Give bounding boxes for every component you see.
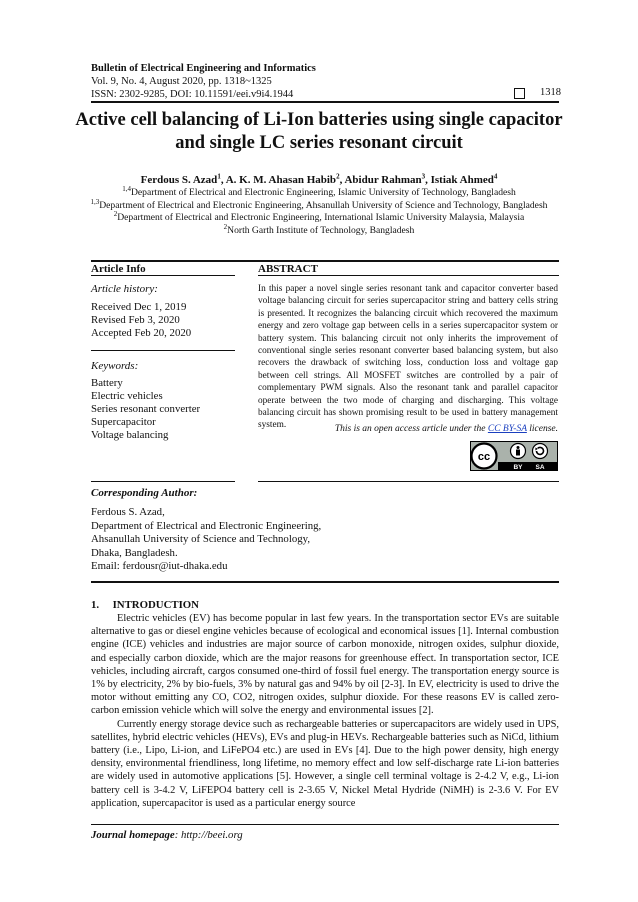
- license-note: This is an open access article under the CC BY-SA license.: [334, 424, 558, 434]
- keyword: Supercapacitor: [91, 416, 156, 428]
- journal-name: Bulletin of Electrical Engineering and Informatics: [91, 63, 316, 74]
- author: Istiak Ahmed$^4$: [430, 172, 498, 186]
- corresponding-univ: Ahsanullah University of Science and Technology,: [91, 533, 311, 545]
- keyword: Voltage balancing: [91, 429, 169, 441]
- article-history-label: Article history:: [91, 283, 158, 295]
- keyword: Series resonant converter: [91, 403, 201, 415]
- corresponding-rule-left: [91, 481, 235, 482]
- abstract-underline: [258, 275, 559, 276]
- author: A. K. M. Ahasan Habib$^2$,: [225, 172, 345, 186]
- corresponding-name: Ferdous S. Azad,: [91, 506, 165, 518]
- affiliation: $^{1,4}$Department of Electrical and Electronic Engineering, Islamic University of Technology, Bangladesh: [122, 184, 516, 198]
- footer-rule: [91, 824, 559, 825]
- affiliation-list: [40, 184, 598, 237]
- introduction-heading: 1. INTRODUCTION: [91, 599, 199, 611]
- corresponding-city: Dhaka, Bangladesh.: [91, 546, 178, 559]
- intro-paragraph-2: Currently energy storage device such as rechargeable batteries or supercapacitors are widely used in UPS, satellites, hybrid electric vehicles (HEVs), EVs and plug-in HEVs. Rechargeable batteries such as NiCd, lithium battery (i.e., Lipo, Li-ion, and LiFePO4 etc.) are used in EVs [4]. Due to the high power density, high energy density, environmental friendliness, long lifetime, no memory effect and low self-discharge rate Li-ion batteries are widely used in automotive applications [5]. However, a single cell terminal voltage is 2-4.2 V, e.g., Li-ion battery cell is 3-4.2 V, LiFEPO4 battery cell is 2-3.65 V, Nickel Metal Hydride (NiMH) is 2-3.6 V. For EV application, supercapacitor is used as a particular energy source: [91, 718, 559, 809]
- abstract-heading: ABSTRACT: [258, 263, 318, 275]
- keyword: Electric vehicles: [91, 390, 163, 402]
- cc-by-sa-icon: [470, 441, 558, 471]
- title-line-1: Active cell balancing of Li-Ion batteries using single capacitor: [75, 110, 563, 130]
- issn-doi: ISSN: 2302-9285, DOI: 10.11591/eei.v9i4.1944: [91, 89, 294, 100]
- volume-info: Vol. 9, No. 4, August 2020, pp. 1318~1325: [91, 76, 272, 87]
- accepted-date: Accepted Feb 20, 2020: [91, 327, 192, 339]
- intro-paragraph-1: Electric vehicles (EV) has become popular in last few years. In the transportation sector EVs are suitable alternative to gas or diesel engine vehicles because of ecological and economical issues [1]. Internal combustion engine (ICE) vehicles and industries are major source of carbon monoxide, nitrogen oxides, sulphur dioxide, and especially carbon dioxide, which are the major reasons for greenhouse effect. In transportation sector, ICE vehicles, including aircraft, cargos consumed one-third of fossil fuel energy. The transportation energy source is 1% by electricity, 2% by bio-fuels, 3% by natural gas and 94% by oil [2-3]. In EV, electricity is used to drive the motor without emitting any CO, CO2, nitrogen oxides, sulphur dioxide. For these reasons EV is called zero-carbon emission vehicle which will solve the energy and environmental issues [2].: [91, 613, 559, 717]
- affiliation: $^{1,3}$Department of Electrical and Electronic Engineering, Ahsanullah University of Science and Technology, Bangladesh: [90, 197, 548, 211]
- article-history: [91, 301, 191, 340]
- corresponding-email[interactable]: Email: ferdousr@iut-dhaka.edu: [91, 560, 228, 572]
- revised-date: Revised Feb 3, 2020: [91, 314, 180, 326]
- author: Abidur Rahman$^3$,: [344, 172, 431, 186]
- corresponding-label: Corresponding Author:: [91, 487, 198, 499]
- page-number: 1318: [540, 87, 561, 98]
- affiliation: $^2$Department of Electrical and Electronic Engineering, International Islamic University Malaysia, Malaysia: [113, 209, 525, 223]
- article-info-heading: Article Info: [91, 263, 146, 275]
- keywords-rule: [91, 350, 235, 351]
- keyword-list: [91, 377, 200, 442]
- paper-title: [60, 109, 578, 155]
- journal-header: [91, 62, 316, 101]
- affiliation: $^2$North Garth Institute of Technology, Bangladesh: [223, 222, 415, 236]
- corresponding-dept: Department of Electrical and Electronic Engineering,: [91, 519, 322, 532]
- badge-sa-text: SA: [535, 464, 545, 471]
- corresponding-rule-right: [258, 481, 559, 482]
- info-top-rule: [91, 260, 559, 262]
- keywords-label: Keywords:: [91, 360, 139, 372]
- received-date: Received Dec 1, 2019: [91, 301, 187, 313]
- author-list: [60, 174, 578, 186]
- homepage-url[interactable]: : http://beei.org: [174, 829, 243, 841]
- author: Ferdous S. Azad$^1$,: [140, 172, 226, 186]
- corresponding-details: [91, 506, 321, 574]
- journal-homepage: Journal homepage: http://beei.org: [91, 829, 243, 841]
- introduction-body: [91, 612, 559, 810]
- badge-by-text: BY: [513, 464, 523, 471]
- badge-cc-text: cc: [477, 451, 491, 463]
- keyword: Battery: [91, 377, 123, 389]
- abstract-text: In this paper a novel single series resonant tank and capacitor converter based voltage balancing circuit for series supercapacitor string and battery cells string is presented. It recognizes the balancing circuit which recovered the maximum energy and zero voltage gap between cells in a series supercapacitor system or battery system. This balancing circuit not only inherits the improvement of conventional single series resonant converter based balancing system, but also recovers the drawback of switching loss, conduction loss and voltage gap between cell strings. All MOSFET switches are controlled by a pair of complementary PWM signals. Also the resonant tank and parallel capacitor operate between the two mode of charging and discharging. This voltage balancing circuit has shown promising result to be used in battery management system.: [258, 284, 558, 431]
- license-link[interactable]: CC BY-SA: [487, 424, 527, 434]
- title-line-2: and single LC series resonant circuit: [175, 133, 463, 153]
- article-info-underline: [91, 275, 235, 276]
- info-bottom-rule: [91, 581, 559, 583]
- cc-by-sa-badge[interactable]: [470, 441, 558, 471]
- header-rule: [91, 101, 559, 103]
- page-box-icon: [514, 88, 525, 99]
